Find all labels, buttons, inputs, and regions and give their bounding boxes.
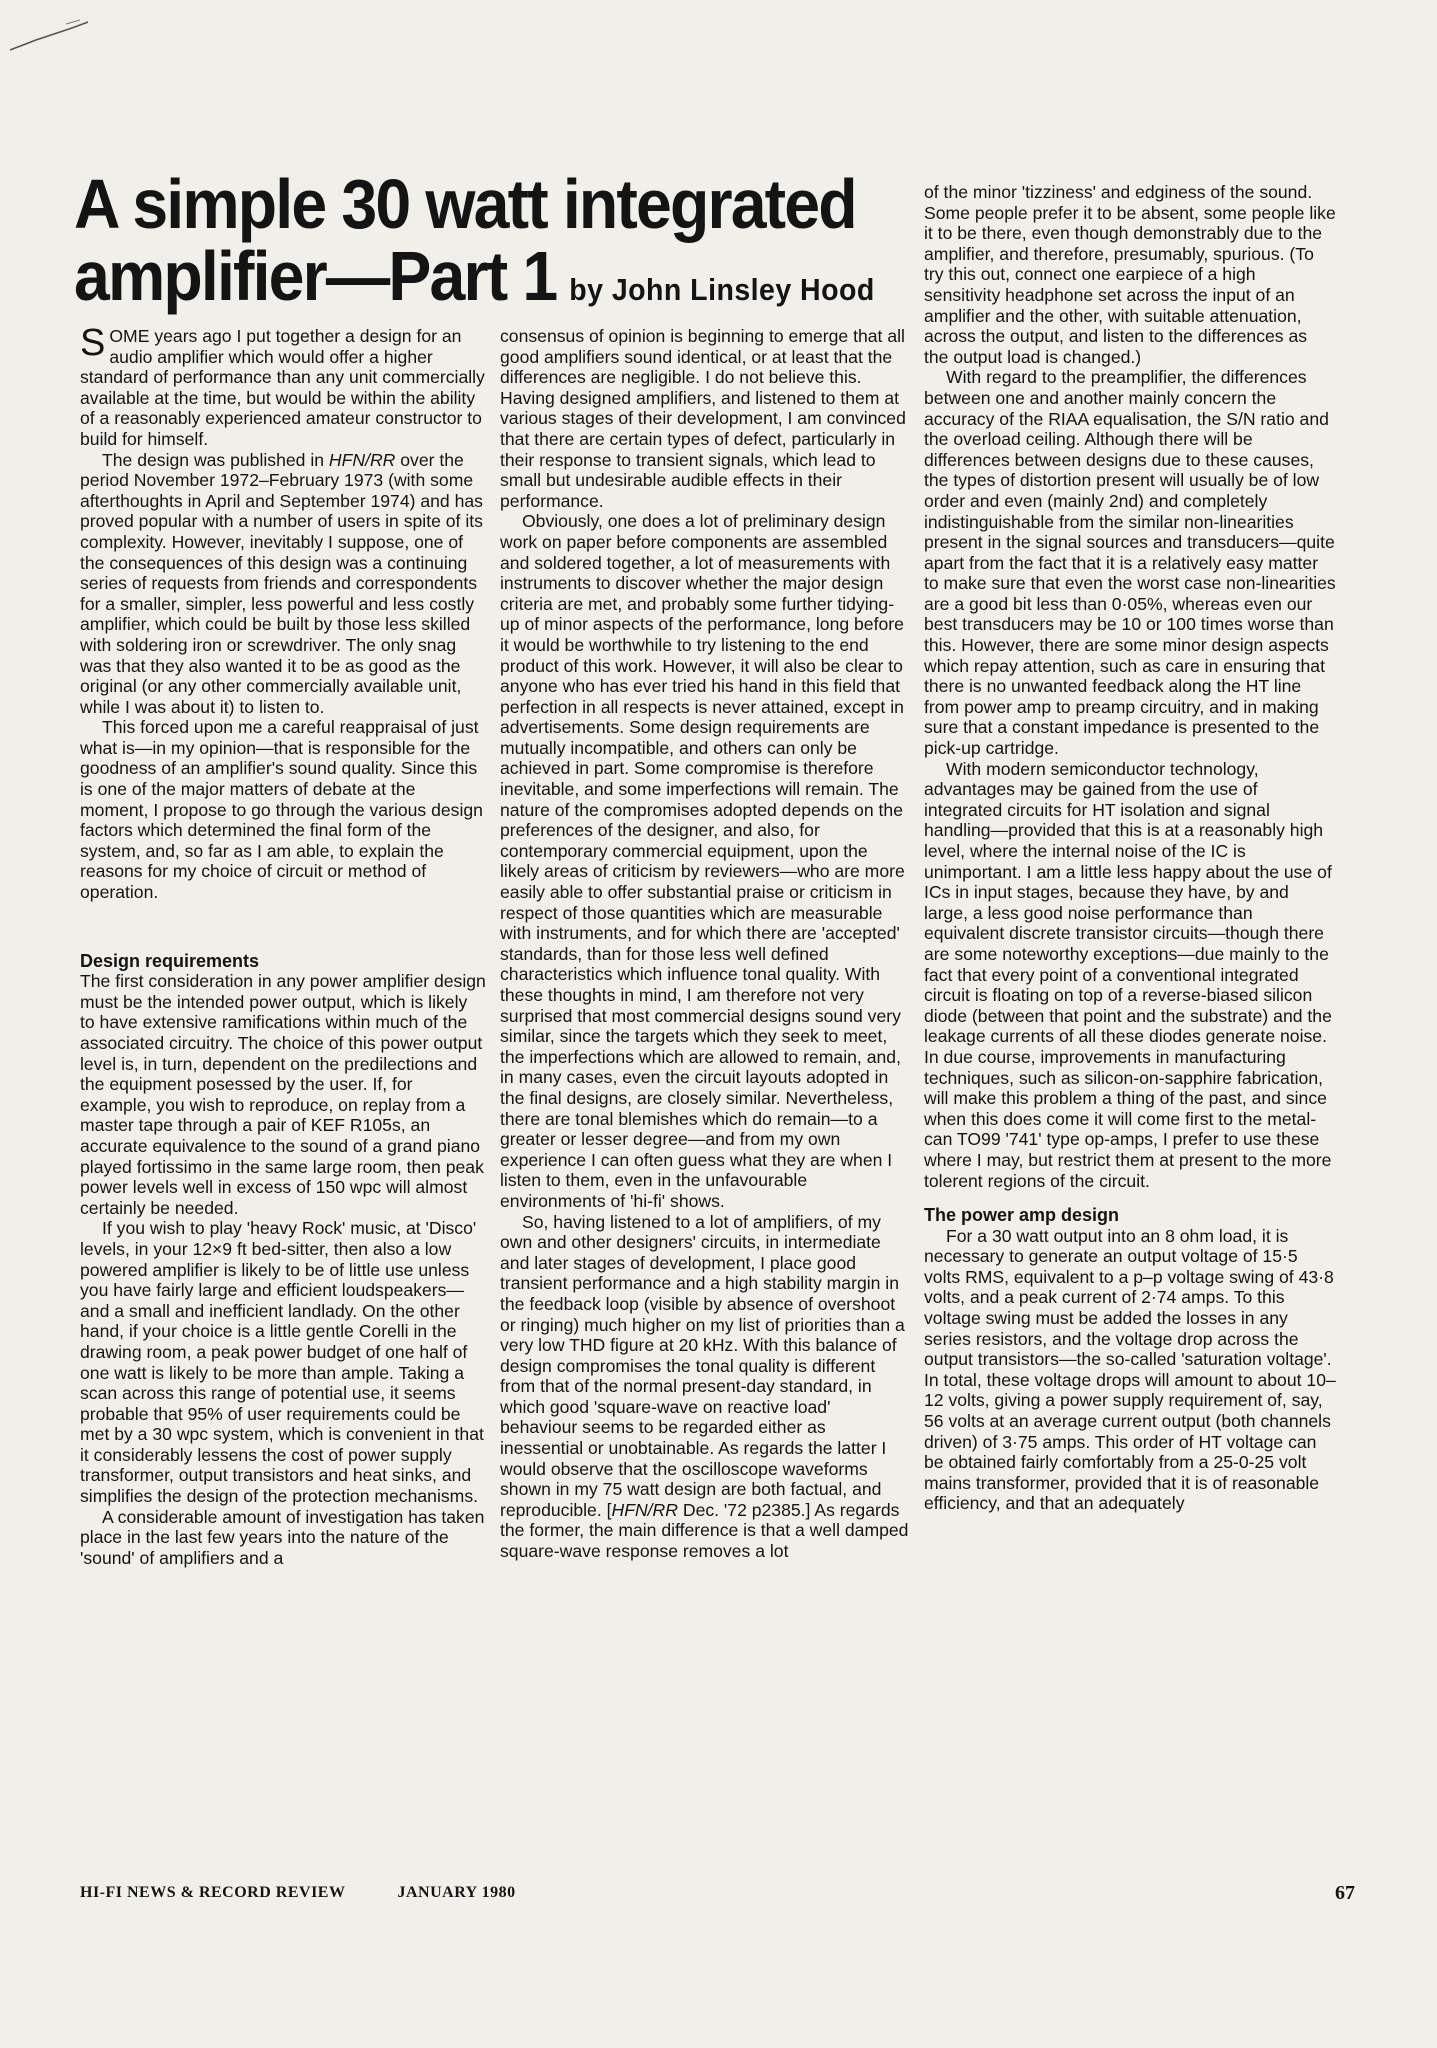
paragraph: consensus of opinion is beginning to emerge that all good amplifiers sound identical, or at least that the differences are negligible. I do not believe this. Having designed amplifiers, and listened to them at various stages of their development, I am convinced that there are certain types of defect, particularly in their response to transient signals, which lead to small but undesirable audible effects in their performance. xyxy=(500,326,906,511)
paragraph-text: over the period November 1972–February 1973 (with some afterthoughts in April and September 1974) and has proved popular with a number of users in spite of its complexity. However, inevitably I suppose, one of the consequences of this design was a continuing series of requests from friends and correspondents for a smaller, simpler, less powerful and less costly amplifier, which could be built by those less skilled with soldering iron or screwdriver. The only snag was that they also wanted it to be as good as the original (or any other commercially available unit, while I was about it) to listen to. xyxy=(80,449,483,717)
title-line-2: amplifier—Part 1 xyxy=(74,237,557,315)
drop-cap: S xyxy=(80,322,106,364)
section-heading: The power amp design xyxy=(924,1205,1120,1226)
page-footer xyxy=(80,1884,568,1902)
paragraph: of the minor 'tizziness' and edginess of the sound. Some people prefer it to be absent, some people like it to be there, even though demonstrably due to the amplifier, and therefore, presumably, spurious. (To try this out, connect one earpiece of a high sensitivity headphone set across the input of an amplifier and the other, with suitable attenuation, across the output, and listen to the differences as the output load is changed.) xyxy=(924,182,1336,367)
column-1 xyxy=(80,322,486,1568)
paragraph xyxy=(80,450,486,718)
section-heading: Design requirements xyxy=(80,950,260,971)
title-line-1: A simple 30 watt integrated xyxy=(74,165,856,243)
paragraph-text: The design was published in xyxy=(102,449,329,470)
byline: by John Linsley Hood xyxy=(569,272,875,307)
paragraph xyxy=(80,322,486,450)
paragraph-text: Dec. '72 p2385.] As regards the former, the main difference is that a well damped square-wave response removes a lot xyxy=(500,1499,909,1562)
paragraph xyxy=(500,1212,910,1562)
paragraph: With modern semiconductor technology, advantages may be gained from the use of integrated circuits for HT isolation and signal handling—provided that this is at a reasonably high level, where the internal noise of the IC is unimportant. I am a little less happy about the use of ICs in input stages, because they have, by and large, a less good noise performance than equivalent discrete transistor circuits—though there are some noteworthy exceptions—due mainly to the fact that every point of a conventional integrated circuit is floating on top of a reverse-biased silicon diode (between that point and the substrate) and the leakage currents of all these diodes generate noise. In due course, improvements in manufacturing techniques, such as silicon-on-sapphire fabrication, will make this problem a thing of the past, and since when this does come it will come first to the metal-can TO99 '741' type op-amps, I prefer to use these where I may, but restrict them at present to the more tolerent regions of the circuit. xyxy=(924,758,1332,1191)
title-line-2-wrap xyxy=(74,237,902,326)
paragraph: The first consideration in any power amplifier design must be the intended power output, which is likely to have extensive ramifications within much of the associated circuitry. The choice of this power output level is, in turn, dependent on the predilections and the equipment posessed by the user. If, for example, you wish to reproduce, on replay from a master tape through a pair of KEF R105s, an accurate equivalence to the sound of a grand piano played fortissimo in the same large room, then peak power levels well in excess of 150 wpc will almost certainly be needed. xyxy=(80,971,486,1218)
pencil-mark xyxy=(6,16,96,56)
article-title xyxy=(74,165,902,326)
page-number: 67 xyxy=(1335,1882,1355,1904)
paragraph: Obviously, one does a lot of preliminary design work on paper before components are assembled and soldered together, a lot of measurements with instruments to discover whether the major design criteria are met, and probably some further tidying-up of minor aspects of the performance, long before it would be worthwhile to try listening to the end product of this work. However, it will also be clear to anyone who has ever tried his hand in this field that perfection in all respects is never attained, except in advertisements. Some design requirements are mutually incompatible, and others can only be achieved in part. Some compromise is therefore inevitable, and some imperfections will remain. The nature of the compromises adopted depends on the preferences of the designer, and also, for contemporary commercial equipment, upon the likely areas of criticism by reviewers—who are more easily able to offer substantial praise or criticism in respect of those quantities which are measurable with instruments, and for which there are 'accepted' standards, than for those less well defined characteristics which influence tonal quality. With these thoughts in mind, I am therefore not very surprised that most commercial designs sound very similar, since the targets which they seek to meet, the imperfections which are allowed to remain, and, in many cases, even the circuit layouts adopted in the final designs, are closely similar. Nevertheless, there are tonal blemishes which do remain—to a greater or lesser degree—and from my own experience I can often guess what they are when I listen to them, even in the unfavourable environments of 'hi-fi' shows. xyxy=(500,511,905,1211)
publication-ref: HFN/RR xyxy=(328,449,396,470)
paragraph-text: [ xyxy=(606,1499,612,1520)
publication-name: HI-FI NEWS & RECORD REVIEW xyxy=(80,1884,346,1901)
column-3 xyxy=(924,182,1336,1514)
paragraph: A considerable amount of investigation has taken place in the last few years into the nature of the 'sound' of amplifiers and a xyxy=(80,1506,485,1568)
paragraph: If you wish to play 'heavy Rock' music, at 'Disco' levels, in your 12×9 ft bed-sitter, then also a low powered amplifier is likely to be of little use unless you have fairly large and efficient loudspeakers—and a small and inefficient landlady. On the other hand, if your choice is a little gentle Corelli in the drawing room, a peak power budget of one half of one watt is likely to be more than ample. Taking a scan across this range of potential use, it seems probable that 95% of user requirements could be met by a 30 wpc system, which is convenient in that it considerably lessens the cost of power supply transformer, output transistors and heat sinks, and simplifies the design of the protection mechanisms. xyxy=(80,1218,484,1507)
paragraph-text: So, having listened to a lot of amplifiers, of my own and other designers' circuits, in intermediate and later stages of development, I place good transient performance and a high stability margin in the feedback loop (visible by absence of overshoot or ringing) much higher on my list of priorities than a very low THD figure at 20 kHz. With this balance of design compromises the tonal quality is different from that of the normal present-day standard, in which good 'square-wave on reactive load' behaviour seems to be regarded either as inessential or unobtainable. As regards the latter I would observe that the oscilloscope waveforms shown in my 75 watt design are both factual, and reproducible. xyxy=(500,1211,905,1520)
publication-ref: HFN/RR xyxy=(611,1499,678,1520)
paragraph-text: OME years ago I put together a design for an audio amplifier which would offer a higher standard of performance than any unit commercially available at the time, but would be within the ability of a reasonably experienced amateur constructor to build for himself. xyxy=(80,326,485,449)
column-2 xyxy=(500,326,910,1562)
paragraph: With regard to the preamplifier, the differences between one and another mainly concern the accuracy of the RIAA equalisation, the S/N ratio and the overload ceiling. Although there will be differences between designs due to these causes, the types of distortion present will usually be of low order and even (mainly 2nd) and completely indistinguishable from the similar non-linearities present in the signal sources and transducers—quite apart from the fact that it is a relatively easy matter to make sure that even the worst case non-linearities are a good bit less than 0·05%, whereas even our best transducers may be 10 or 100 times worse than this. However, there are some minor design aspects which repay attention, such as care in ensuring that there is no unwanted feedback along the HT line from power amp to preamp circuitry, and in making sure that a constant impedance is presented to the pick-up cartridge. xyxy=(924,367,1336,759)
paragraph: For a 30 watt output into an 8 ohm load, it is necessary to generate an output voltage of 15·5 volts RMS, equivalent to a p–p voltage swing of 43·8 volts, and a peak current of 2·74 amps. To this voltage swing must be added the losses in any series resistors, and the voltage drop across the output transistors—the so-called 'saturation voltage'. In total, these voltage drops will amount to about 10–12 volts, giving a power supply requirement of, say, 56 volts at an average current output (both channels driven) of 3·75 amps. This order of HT voltage can be obtained fairly comfortably from a 25-0-25 volt mains transformer, provided that it is of reasonable efficiency, and that an adequately xyxy=(924,1225,1336,1514)
issue-date: JANUARY 1980 xyxy=(397,1884,516,1901)
paragraph: This forced upon me a careful reappraisal of just what is—in my opinion—that is responsible for the goodness of an amplifier's sound quality. Since this is one of the major matters of debate at the moment, I propose to go through the various design factors which determined the final form of the system, and, so far as I am able, to explain the reasons for my choice of circuit or method of operation. xyxy=(80,717,483,903)
